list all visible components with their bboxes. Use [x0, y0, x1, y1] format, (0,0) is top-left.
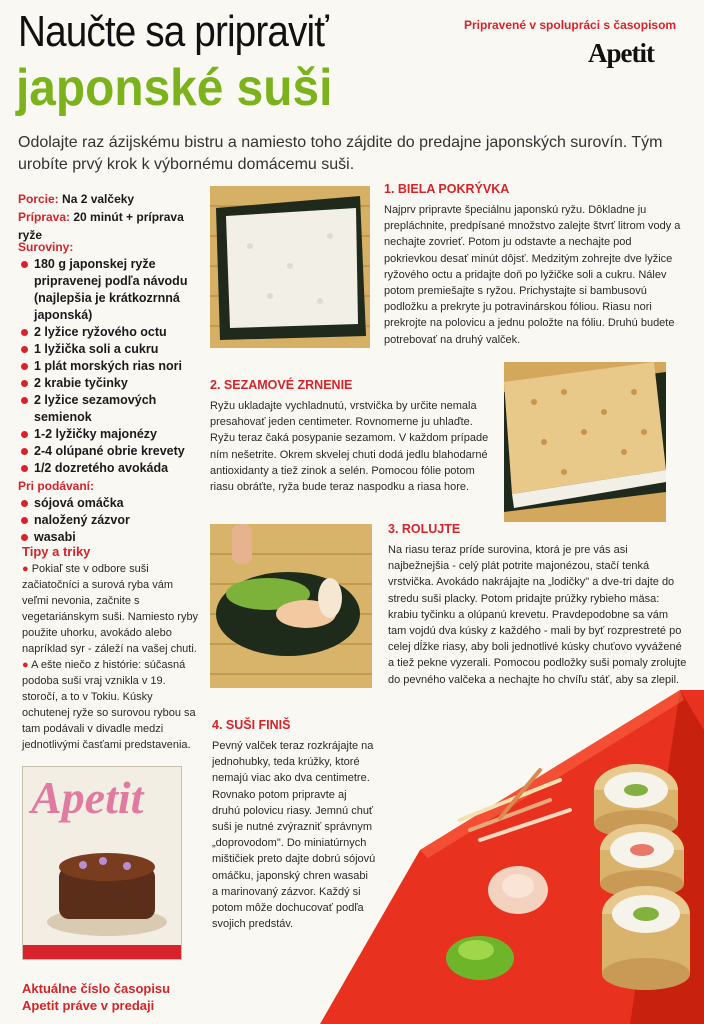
magazine-cover: [22, 766, 182, 960]
portions-label: Porcie:: [18, 192, 59, 206]
serving-list: [18, 495, 203, 546]
tip-1: ● Pokiaľ ste v odbore suši začiatočníci a surová ryba vám veľmi nevonia, začnite s vegetariánskym suši. Namiesto ryby použite uhorku, avokádo alebo napríklad syr - záleží na vašej chuti.: [22, 563, 199, 655]
cooperation-note: Pripravené v spolupráci s časopisom: [464, 18, 677, 32]
page-title-line1: Naučte sa pripraviť: [18, 7, 328, 56]
cover-cake-image: [23, 767, 181, 959]
ingredients-label: Suroviny:: [18, 240, 74, 254]
ingredient-item: 2 lyžice sezamových semienok: [18, 392, 203, 426]
step-3: [388, 522, 688, 688]
step-3-title: 3. ROLUJTE: [388, 522, 461, 536]
ingredient-item: 180 g japonskej ryže pripravenej podľa návodu (najlepšia je krátkozrnná japonská): [18, 256, 203, 324]
tips-title: Tipy a triky: [22, 544, 91, 559]
ingredient-item: 1-2 lyžičky majonézy: [18, 426, 203, 443]
apetit-logo: Apetit: [588, 38, 654, 68]
step-4-text: Pevný valček teraz rozkrájajte na jednohubky, teda krúžky, ktoré nemajú viac ako dva centimetre. Rovnako potom pripravte aj druhú polovicu riasy. Jemnú chuť suši je nutné zvýrazniť správnym „doprovodom". Do miniatúrnych mištičiek preto dajte dobrú sójovú omáčku, japonský chren wasabi a marinovaný zázvor. Každý si potom môže dochucovať podľa svojich predstáv.: [212, 740, 376, 931]
sesame-rice-image: [504, 362, 666, 522]
ingredient-item: 1 plát morských rias nori: [18, 358, 203, 375]
cover-logo: Apetit: [31, 772, 144, 823]
serving-item: naložený zázvor: [18, 512, 203, 529]
tip-1-text: Pokiaľ ste v odbore suši začiatočníci a surová ryba vám veľmi nevonia, začnite s vegetariánskym suši. Namiesto ryby použite uhorku, avokádo alebo napríklad syr - záleží na vašej chuti.: [22, 563, 199, 655]
step-2: [210, 378, 490, 495]
ingredients-section: [18, 238, 203, 546]
intro-paragraph: Odolajte raz ázijskému bistru a namiesto toho zájdite do predajne japonských surovín. Tým urobíte prvý krok k výbornému domácemu suši.: [18, 134, 663, 173]
cover-caption-line1: Aktuálne číslo časopisu: [22, 981, 171, 996]
tip-2: ● A ešte niečo z histórie: súčasná podoba suši vraj vznikla v 19. storočí, a to v Tokiu. Kúsky ochutenej ryže so surovou rybou sa tam podávali v divadle medzi jednotlivými časťami predstavenia.: [22, 659, 196, 751]
cover-caption: [22, 980, 170, 1014]
recipe-meta: [18, 190, 198, 244]
final-sushi-plate-image: [300, 690, 704, 1024]
tip-2-text: A ešte niečo z histórie: súčasná podoba suši vraj vznikla v 19. storočí, a to v Tokiu. Kúsky ochutenej ryže so surovou rybou sa tam podávali v divadle medzi jednotlivými časťami predstavenia.: [22, 659, 196, 751]
step-1-text: Najprv pripravte špeciálnu japonskú ryžu. Dôkladne ju prepláchnite, predpísané množstvo zalejte štvrť litrom vody a nechajte zovrieť. Potom ju odstavte a nechajte pod pokrievkou desať minút dôjsť. Medzitým zohrejte dve lyžice ryžového octu a pridajte doň po lyžičke soli a cukru. Nálev potom premiešajte s ryžou. Prichystajte si bambusovú podložku a prekryte ju potravinárskou fóliou. Riasu nori prekrojte na polovicu a jednu položte na fóliu. Druhú budete potrebovať na druhý valček.: [384, 204, 681, 346]
ingredient-item: 1 lyžička soli a cukru: [18, 341, 203, 358]
tips-section: [22, 544, 202, 753]
ingredient-item: 2 krabie tyčinky: [18, 375, 203, 392]
prep-value: 20 minút + príprava ryže: [18, 210, 184, 242]
ingredient-item: 2 lyžice ryžového octu: [18, 324, 203, 341]
step-2-text: Ryžu ukladajte vychladnutú, vrstvička by určite nemala presahovať jeden centimeter. Rovnomerne ju uhlaďte. Ryžu teraz čaká posypanie sezamom. V každom prípade ním nešetrite. Okrem skvelej chuti dodá jedlu blahodarné antioxidanty a tiež zinok a selén. Pomocou fólie potom riasu obráťte, ryža bude teraz naspodku a riasa hore.: [210, 400, 489, 494]
step-1-title: 1. BIELA POKRÝVKA: [384, 182, 510, 196]
step2-photo: [504, 362, 666, 522]
cover-caption-line2: Apetit práve v predaji: [22, 998, 155, 1013]
step-2-title: 2. SEZAMOVÉ ZRNENIE: [210, 378, 353, 392]
serving-item: sójová omáčka: [18, 495, 203, 512]
step-4-title: 4. SUŠI FINIŠ: [212, 718, 291, 732]
page-title-line2: japonské suši: [16, 59, 333, 117]
step1-photo: [210, 186, 370, 348]
ingredient-item: 2-4 olúpané obrie krevety: [18, 443, 203, 460]
prep-label: Príprava:: [18, 210, 71, 224]
serving-item: wasabi: [18, 529, 203, 546]
step3-photo: [210, 524, 372, 688]
step-3-text: Na riasu teraz príde surovina, ktorá je pre vás asi najbežnejšia - celý plát potrite majonézou, stačí tenká vrstvička. Avokádo nakrájajte na „lodičky" a dve-tri dajte do stredu suši placky. Potom pridajte prúžky rybieho mäsa: krabiu tyčinku a olúpanú krevetu. Pravdepodobne sa vám tam vojdú dva kúsky z každého - mali by byť rozprestreté po celej dĺžke riasy, aby boli jednotlivé kúsky chuťovo vyvážené a tiež pekne vyzerali. Pomocou podložky suši pomaly zrolujte do pevného valčeka a nechajte ho chvíľu stáť, aby sa zlepil.: [388, 544, 687, 686]
step-1: [384, 182, 684, 348]
ingredient-item: 1/2 dozretého avokáda: [18, 460, 203, 477]
portions-value: Na 2 valčeky: [62, 192, 135, 206]
ingredients-list: [18, 256, 203, 477]
rice-on-nori-image: [210, 186, 370, 348]
serving-label: Pri podávaní:: [18, 479, 95, 493]
rolling-sushi-image: [210, 524, 372, 688]
